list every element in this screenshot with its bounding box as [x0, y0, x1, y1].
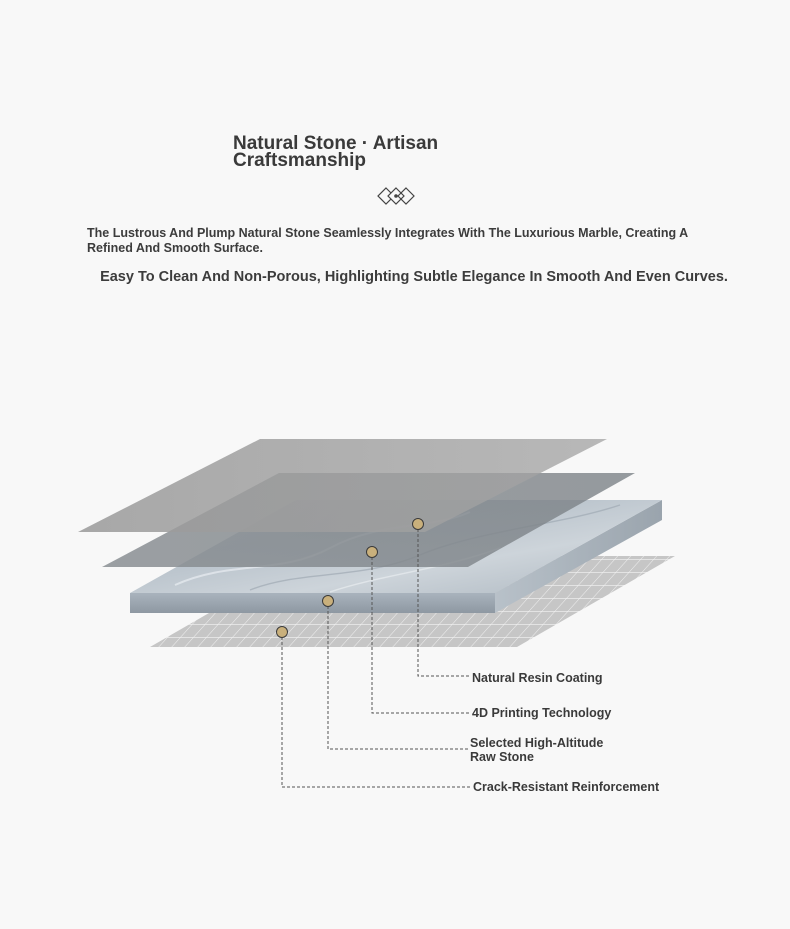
layer-label-reinforcement: Crack-Resistant Reinforcement [473, 780, 660, 794]
intro-paragraph: The Lustrous And Plump Natural Stone Seamlessly Integrates With The Luxurious Marble, Creating A Refined And Smooth Surface. [87, 226, 688, 255]
layer-label-raw-stone: Selected High-Altitude Raw Stone [470, 736, 604, 764]
feature-paragraph: Easy To Clean And Non-Porous, Highlighting Subtle Elegance In Smooth And Even Curves. [100, 269, 728, 285]
layer-label-resin-coating: Natural Resin Coating [472, 671, 603, 685]
layer-label-printing: 4D Printing Technology [472, 706, 612, 720]
page-title: Natural Stone · Artisan Craftsmanship [233, 133, 439, 171]
